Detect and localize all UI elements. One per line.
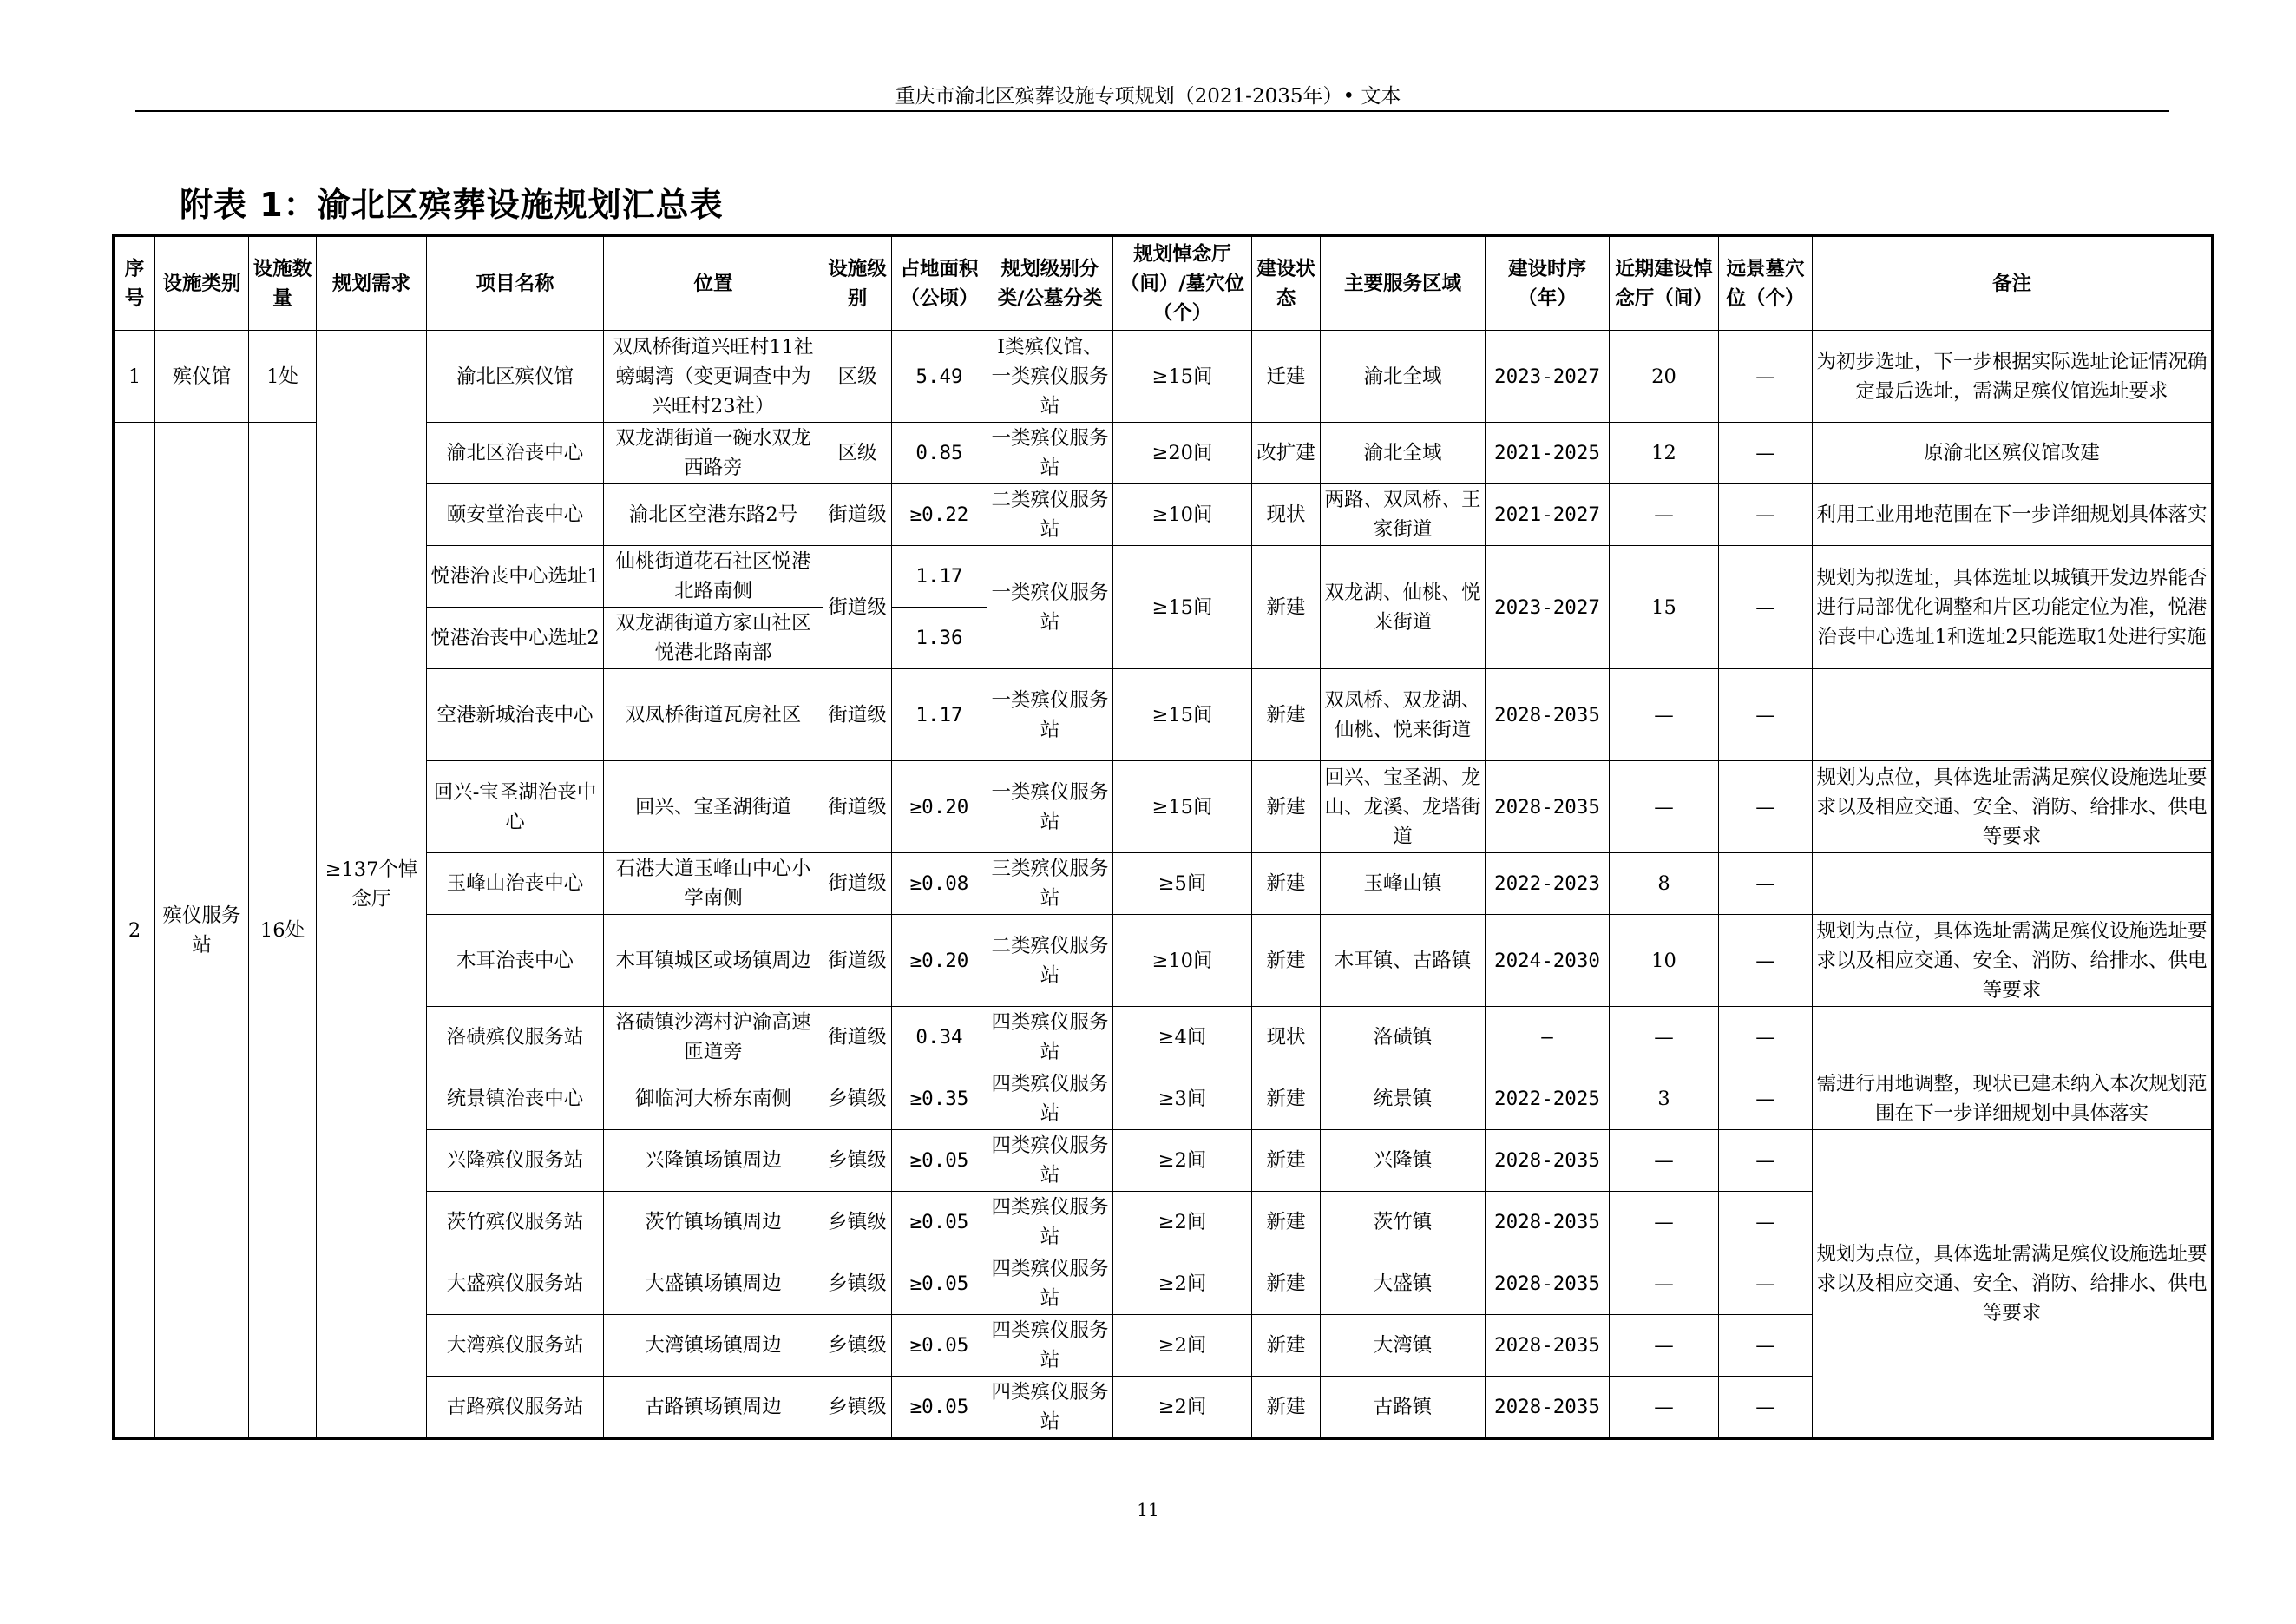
classification: 一类殡仪服务站 bbox=[987, 761, 1113, 853]
region: 大盛镇 bbox=[1321, 1253, 1486, 1315]
classification: 四类殡仪服务站 bbox=[987, 1192, 1113, 1253]
near-halls: 3 bbox=[1610, 1068, 1719, 1130]
table-row bbox=[114, 1007, 2213, 1068]
halls: ≥2间 bbox=[1113, 1192, 1252, 1253]
level: 乡镇级 bbox=[823, 1068, 892, 1130]
classification: 四类殡仪服务站 bbox=[987, 1377, 1113, 1439]
status: 新建 bbox=[1252, 853, 1321, 915]
note: 规划为拟选址，具体选址以城镇开发边界能否进行局部优化调整和片区功能定位为准，悦港治丧中心选址1和选址2只能选取1处进行实施 bbox=[1813, 546, 2213, 669]
col-header: 设施数量 bbox=[249, 236, 317, 331]
location: 御临河大桥东南侧 bbox=[604, 1068, 823, 1130]
far-graves: — bbox=[1719, 331, 1813, 423]
far-graves: — bbox=[1719, 423, 1813, 484]
near-halls: — bbox=[1610, 1253, 1719, 1315]
status: 新建 bbox=[1252, 1192, 1321, 1253]
area: 1.17 bbox=[892, 546, 987, 608]
region: 木耳镇、古路镇 bbox=[1321, 915, 1486, 1007]
note: 规划为点位，具体选址需满足殡仪设施选址要求以及相应交通、安全、消防、给排水、供电等要求 bbox=[1813, 915, 2213, 1007]
level: 乡镇级 bbox=[823, 1253, 892, 1315]
status: 新建 bbox=[1252, 1068, 1321, 1130]
area: ≥0.35 bbox=[892, 1068, 987, 1130]
location: 茨竹镇场镇周边 bbox=[604, 1192, 823, 1253]
location: 大湾镇场镇周边 bbox=[604, 1315, 823, 1377]
location: 兴隆镇场镇周边 bbox=[604, 1130, 823, 1192]
far-graves: — bbox=[1719, 1068, 1813, 1130]
period: 2023-2027 bbox=[1486, 546, 1610, 669]
near-halls: 20 bbox=[1610, 331, 1719, 423]
table-row bbox=[114, 761, 2213, 853]
halls: ≥5间 bbox=[1113, 853, 1252, 915]
col-header: 项目名称 bbox=[427, 236, 604, 331]
project-name: 悦港治丧中心选址2 bbox=[427, 608, 604, 669]
project-name: 颐安堂治丧中心 bbox=[427, 484, 604, 546]
project-name: 大盛殡仪服务站 bbox=[427, 1253, 604, 1315]
table-header-row bbox=[114, 236, 2213, 331]
classification: Ⅰ类殡仪馆、一类殡仪服务站 bbox=[987, 331, 1113, 423]
note: 原渝北区殡仪馆改建 bbox=[1813, 423, 2213, 484]
project-name: 渝北区殡仪馆 bbox=[427, 331, 604, 423]
status: 改扩建 bbox=[1252, 423, 1321, 484]
far-graves: — bbox=[1719, 546, 1813, 669]
period: — bbox=[1486, 1007, 1610, 1068]
level: 乡镇级 bbox=[823, 1315, 892, 1377]
level: 街道级 bbox=[823, 915, 892, 1007]
col-header: 占地面积（公顷） bbox=[892, 236, 987, 331]
table-row bbox=[114, 423, 2213, 484]
classification: 三类殡仪服务站 bbox=[987, 853, 1113, 915]
area: ≥0.05 bbox=[892, 1315, 987, 1377]
status: 现状 bbox=[1252, 1007, 1321, 1068]
near-halls: — bbox=[1610, 1377, 1719, 1439]
halls: ≥20间 bbox=[1113, 423, 1252, 484]
level: 乡镇级 bbox=[823, 1377, 892, 1439]
period: 2028-2035 bbox=[1486, 1315, 1610, 1377]
project-name: 大湾殡仪服务站 bbox=[427, 1315, 604, 1377]
status: 新建 bbox=[1252, 1253, 1321, 1315]
level: 街道级 bbox=[823, 761, 892, 853]
demand: ≥137个悼念厅 bbox=[317, 331, 427, 1439]
halls: ≥15间 bbox=[1113, 761, 1252, 853]
note bbox=[1813, 853, 2213, 915]
far-graves: — bbox=[1719, 484, 1813, 546]
region: 回兴、宝圣湖、龙山、龙溪、龙塔街道 bbox=[1321, 761, 1486, 853]
col-header: 规划悼念厅（间）/墓穴位（个） bbox=[1113, 236, 1252, 331]
near-halls: — bbox=[1610, 484, 1719, 546]
note: 规划为点位，具体选址需满足殡仪设施选址要求以及相应交通、安全、消防、给排水、供电等要求 bbox=[1813, 761, 2213, 853]
area: 5.49 bbox=[892, 331, 987, 423]
region: 古路镇 bbox=[1321, 1377, 1486, 1439]
region: 统景镇 bbox=[1321, 1068, 1486, 1130]
classification: 四类殡仪服务站 bbox=[987, 1130, 1113, 1192]
classification: 四类殡仪服务站 bbox=[987, 1315, 1113, 1377]
region: 渝北全域 bbox=[1321, 423, 1486, 484]
col-header: 建设状态 bbox=[1252, 236, 1321, 331]
near-halls: 15 bbox=[1610, 546, 1719, 669]
note bbox=[1813, 669, 2213, 761]
project-name: 兴隆殡仪服务站 bbox=[427, 1130, 604, 1192]
level: 区级 bbox=[823, 423, 892, 484]
far-graves: — bbox=[1719, 1315, 1813, 1377]
classification: 二类殡仪服务站 bbox=[987, 484, 1113, 546]
location: 双凤桥街道兴旺村11社螃蝎湾（变更调查中为兴旺村23社） bbox=[604, 331, 823, 423]
note bbox=[1813, 1007, 2213, 1068]
near-halls: — bbox=[1610, 1130, 1719, 1192]
project-name: 木耳治丧中心 bbox=[427, 915, 604, 1007]
location: 木耳镇城区或场镇周边 bbox=[604, 915, 823, 1007]
classification: 一类殡仪服务站 bbox=[987, 546, 1113, 669]
period: 2028-2035 bbox=[1486, 1377, 1610, 1439]
location: 古路镇场镇周边 bbox=[604, 1377, 823, 1439]
project-name: 玉峰山治丧中心 bbox=[427, 853, 604, 915]
near-halls: — bbox=[1610, 669, 1719, 761]
classification: 四类殡仪服务站 bbox=[987, 1007, 1113, 1068]
period: 2028-2035 bbox=[1486, 761, 1610, 853]
level: 区级 bbox=[823, 331, 892, 423]
page-number: 11 bbox=[1137, 1499, 1159, 1520]
project-name: 茨竹殡仪服务站 bbox=[427, 1192, 604, 1253]
count: 16处 bbox=[249, 423, 317, 1439]
location: 双龙湖街道方家山社区悦港北路南部 bbox=[604, 608, 823, 669]
status: 新建 bbox=[1252, 1130, 1321, 1192]
halls: ≥2间 bbox=[1113, 1377, 1252, 1439]
area: ≥0.05 bbox=[892, 1253, 987, 1315]
status: 新建 bbox=[1252, 1315, 1321, 1377]
period: 2022-2025 bbox=[1486, 1068, 1610, 1130]
region: 双龙湖、仙桃、悦来街道 bbox=[1321, 546, 1486, 669]
table-row bbox=[114, 1068, 2213, 1130]
classification: 一类殡仪服务站 bbox=[987, 423, 1113, 484]
classification: 二类殡仪服务站 bbox=[987, 915, 1113, 1007]
classification: 一类殡仪服务站 bbox=[987, 669, 1113, 761]
location: 回兴、宝圣湖街道 bbox=[604, 761, 823, 853]
project-name: 统景镇治丧中心 bbox=[427, 1068, 604, 1130]
period: 2028-2035 bbox=[1486, 669, 1610, 761]
location: 仙桃街道花石社区悦港北路南侧 bbox=[604, 546, 823, 608]
table-row bbox=[114, 331, 2213, 423]
halls: ≥15间 bbox=[1113, 331, 1252, 423]
level: 街道级 bbox=[823, 484, 892, 546]
note: 为初步选址，下一步根据实际选址论证情况确定最后选址，需满足殡仪馆选址要求 bbox=[1813, 331, 2213, 423]
region: 洛碛镇 bbox=[1321, 1007, 1486, 1068]
project-name: 古路殡仪服务站 bbox=[427, 1377, 604, 1439]
classification: 四类殡仪服务站 bbox=[987, 1253, 1113, 1315]
far-graves: — bbox=[1719, 1192, 1813, 1253]
col-header: 规划需求 bbox=[317, 236, 427, 331]
region: 茨竹镇 bbox=[1321, 1192, 1486, 1253]
project-name: 渝北区治丧中心 bbox=[427, 423, 604, 484]
classification: 四类殡仪服务站 bbox=[987, 1068, 1113, 1130]
region: 两路、双凤桥、王家街道 bbox=[1321, 484, 1486, 546]
halls: ≥15间 bbox=[1113, 669, 1252, 761]
count: 1处 bbox=[249, 331, 317, 423]
level: 乡镇级 bbox=[823, 1130, 892, 1192]
level: 街道级 bbox=[823, 853, 892, 915]
period: 2024-2030 bbox=[1486, 915, 1610, 1007]
halls: ≥15间 bbox=[1113, 546, 1252, 669]
header-rule bbox=[135, 110, 2169, 112]
location: 石港大道玉峰山中心小学南侧 bbox=[604, 853, 823, 915]
area: 0.85 bbox=[892, 423, 987, 484]
note: 利用工业用地范围在下一步详细规划具体落实 bbox=[1813, 484, 2213, 546]
table-row bbox=[114, 1130, 2213, 1192]
near-halls: 10 bbox=[1610, 915, 1719, 1007]
running-header: 重庆市渝北区殡葬设施专项规划（2021-2035年）• 文本 bbox=[895, 85, 1401, 108]
location: 洛碛镇沙湾村沪渝高速匝道旁 bbox=[604, 1007, 823, 1068]
status: 新建 bbox=[1252, 761, 1321, 853]
project-name: 回兴-宝圣湖治丧中心 bbox=[427, 761, 604, 853]
region: 兴隆镇 bbox=[1321, 1130, 1486, 1192]
near-halls: 12 bbox=[1610, 423, 1719, 484]
table-row bbox=[114, 546, 2213, 608]
status: 新建 bbox=[1252, 546, 1321, 669]
halls: ≥2间 bbox=[1113, 1315, 1252, 1377]
period: 2028-2035 bbox=[1486, 1253, 1610, 1315]
facility-table bbox=[112, 234, 2214, 1440]
near-halls: — bbox=[1610, 1192, 1719, 1253]
period: 2028-2035 bbox=[1486, 1192, 1610, 1253]
far-graves: — bbox=[1719, 1377, 1813, 1439]
area: 1.36 bbox=[892, 608, 987, 669]
location: 大盛镇场镇周边 bbox=[604, 1253, 823, 1315]
area: 1.17 bbox=[892, 669, 987, 761]
period: 2021-2025 bbox=[1486, 423, 1610, 484]
col-header: 位置 bbox=[604, 236, 823, 331]
col-header: 备注 bbox=[1813, 236, 2213, 331]
status: 新建 bbox=[1252, 669, 1321, 761]
region: 大湾镇 bbox=[1321, 1315, 1486, 1377]
table-row bbox=[114, 484, 2213, 546]
far-graves: — bbox=[1719, 761, 1813, 853]
row-no: 2 bbox=[114, 423, 155, 1439]
area: ≥0.08 bbox=[892, 853, 987, 915]
area: ≥0.05 bbox=[892, 1130, 987, 1192]
halls: ≥3间 bbox=[1113, 1068, 1252, 1130]
col-header: 主要服务区域 bbox=[1321, 236, 1486, 331]
area: ≥0.20 bbox=[892, 761, 987, 853]
project-name: 洛碛殡仪服务站 bbox=[427, 1007, 604, 1068]
row-no: 1 bbox=[114, 331, 155, 423]
level: 街道级 bbox=[823, 546, 892, 669]
col-header: 序号 bbox=[114, 236, 155, 331]
near-halls: 8 bbox=[1610, 853, 1719, 915]
period: 2021-2027 bbox=[1486, 484, 1610, 546]
halls: ≥10间 bbox=[1113, 484, 1252, 546]
region: 玉峰山镇 bbox=[1321, 853, 1486, 915]
location: 双龙湖街道一碗水双龙西路旁 bbox=[604, 423, 823, 484]
location: 双凤桥街道瓦房社区 bbox=[604, 669, 823, 761]
col-header: 规划级别分类/公墓分类 bbox=[987, 236, 1113, 331]
area: ≥0.05 bbox=[892, 1192, 987, 1253]
level: 街道级 bbox=[823, 1007, 892, 1068]
col-header: 近期建设悼念厅（间） bbox=[1610, 236, 1719, 331]
col-header: 建设时序（年） bbox=[1486, 236, 1610, 331]
table-row bbox=[114, 915, 2213, 1007]
table-row bbox=[114, 669, 2213, 761]
halls: ≥10间 bbox=[1113, 915, 1252, 1007]
halls: ≥4间 bbox=[1113, 1007, 1252, 1068]
category: 殡仪馆 bbox=[155, 331, 249, 423]
halls: ≥2间 bbox=[1113, 1130, 1252, 1192]
far-graves: — bbox=[1719, 1130, 1813, 1192]
status: 新建 bbox=[1252, 915, 1321, 1007]
col-header: 设施级别 bbox=[823, 236, 892, 331]
status: 新建 bbox=[1252, 1377, 1321, 1439]
category: 殡仪服务站 bbox=[155, 423, 249, 1439]
far-graves: — bbox=[1719, 915, 1813, 1007]
near-halls: — bbox=[1610, 761, 1719, 853]
near-halls: — bbox=[1610, 1315, 1719, 1377]
level: 街道级 bbox=[823, 669, 892, 761]
halls: ≥2间 bbox=[1113, 1253, 1252, 1315]
near-halls: — bbox=[1610, 1007, 1719, 1068]
area: ≥0.05 bbox=[892, 1377, 987, 1439]
period: 2022-2023 bbox=[1486, 853, 1610, 915]
area: ≥0.22 bbox=[892, 484, 987, 546]
region: 双凤桥、双龙湖、仙桃、悦来街道 bbox=[1321, 669, 1486, 761]
area: ≥0.20 bbox=[892, 915, 987, 1007]
period: 2023-2027 bbox=[1486, 331, 1610, 423]
note: 需进行用地调整，现状已建未纳入本次规划范围在下一步详细规划中具体落实 bbox=[1813, 1068, 2213, 1130]
status: 迁建 bbox=[1252, 331, 1321, 423]
project-name: 悦港治丧中心选址1 bbox=[427, 546, 604, 608]
col-header: 设施类别 bbox=[155, 236, 249, 331]
table-row bbox=[114, 853, 2213, 915]
location: 渝北区空港东路2号 bbox=[604, 484, 823, 546]
col-header: 远景墓穴位（个） bbox=[1719, 236, 1813, 331]
far-graves: — bbox=[1719, 669, 1813, 761]
table-title: 附表 1：渝北区殡葬设施规划汇总表 bbox=[180, 186, 724, 224]
region: 渝北全域 bbox=[1321, 331, 1486, 423]
far-graves: — bbox=[1719, 1007, 1813, 1068]
area: 0.34 bbox=[892, 1007, 987, 1068]
level: 乡镇级 bbox=[823, 1192, 892, 1253]
status: 现状 bbox=[1252, 484, 1321, 546]
period: 2028-2035 bbox=[1486, 1130, 1610, 1192]
far-graves: — bbox=[1719, 1253, 1813, 1315]
far-graves: — bbox=[1719, 853, 1813, 915]
note: 规划为点位，具体选址需满足殡仪设施选址要求以及相应交通、安全、消防、给排水、供电等要求 bbox=[1813, 1130, 2213, 1439]
project-name: 空港新城治丧中心 bbox=[427, 669, 604, 761]
